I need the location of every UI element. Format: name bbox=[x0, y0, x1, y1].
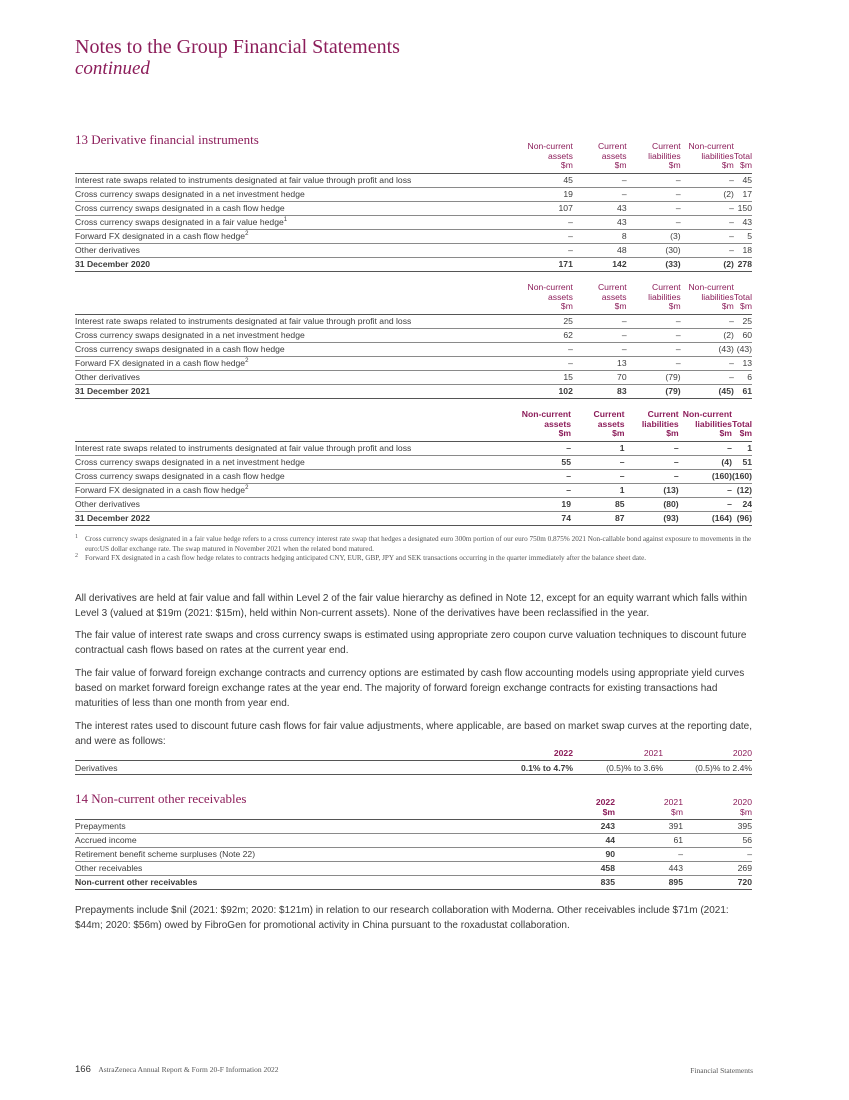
paragraph: Prepayments include $nil (2021: $92m; 2020: $121m) in relation to our research collaboration with Moderna. Other receivables include $71m (2021: $44m; 2020: $56m) owed by FibroGen for promotional activity in China pursuant to the roxadustat collaboration. bbox=[75, 905, 729, 931]
cell: (2) bbox=[681, 187, 734, 201]
col-header: 2020 bbox=[663, 748, 752, 761]
row-label: Cross currency swaps designated in a cash flow hedge bbox=[75, 469, 518, 483]
cell: 62 bbox=[519, 328, 573, 342]
col-header: Total $m bbox=[732, 410, 752, 441]
row-label: Forward FX designated in a cash flow hedge$^2$ bbox=[75, 229, 519, 243]
cell: 17 bbox=[734, 187, 752, 201]
cell: (43) bbox=[734, 342, 752, 356]
cell: 102 bbox=[519, 384, 573, 398]
row-label: Prepayments bbox=[75, 820, 555, 834]
cell: 61 bbox=[615, 834, 683, 848]
table-row bbox=[75, 862, 752, 876]
cell: 90 bbox=[555, 848, 615, 862]
table-row bbox=[75, 441, 752, 455]
cell: – bbox=[681, 229, 734, 243]
cell: (3) bbox=[627, 229, 681, 243]
table-row bbox=[75, 243, 752, 257]
cell: (4) bbox=[679, 455, 732, 469]
cell: (45) bbox=[681, 384, 734, 398]
footnotes bbox=[75, 535, 752, 564]
cell: (160) bbox=[732, 469, 752, 483]
table-row bbox=[75, 215, 752, 229]
table-row bbox=[75, 820, 752, 834]
col-header: Non-current liabilities $m bbox=[679, 410, 732, 441]
cell: 19 bbox=[518, 497, 571, 511]
table-row bbox=[75, 328, 752, 342]
col-header: Non-current assets $m bbox=[518, 410, 571, 441]
cell: 1 bbox=[571, 441, 625, 455]
cell: – bbox=[519, 229, 573, 243]
col-header: 2022 bbox=[475, 748, 573, 761]
row-label: Cross currency swaps designated in a net investment hedge bbox=[75, 328, 519, 342]
page-header bbox=[75, 36, 400, 80]
cell: – bbox=[627, 201, 681, 215]
col-header: Current liabilities $m bbox=[625, 410, 679, 441]
cell: 55 bbox=[518, 455, 571, 469]
cell: (12) bbox=[732, 483, 752, 497]
cell: 720 bbox=[683, 876, 752, 890]
cell: 25 bbox=[519, 314, 573, 328]
row-label: Cross currency swaps designated in a fair value hedge$^1$ bbox=[75, 215, 519, 229]
cell: 6 bbox=[734, 370, 752, 384]
cell: 70 bbox=[573, 370, 627, 384]
cell: – bbox=[627, 342, 681, 356]
table-row bbox=[75, 314, 752, 328]
cell: 1 bbox=[732, 441, 752, 455]
cell: (79) bbox=[627, 384, 681, 398]
cell: 13 bbox=[734, 356, 752, 370]
table-header-row bbox=[75, 410, 752, 441]
table-row bbox=[75, 834, 752, 848]
cell: 43 bbox=[573, 215, 627, 229]
cell: 45 bbox=[734, 173, 752, 187]
col-header: 2021 $m bbox=[615, 798, 683, 820]
cell: – bbox=[627, 314, 681, 328]
cell: 83 bbox=[573, 384, 627, 398]
cell: (0.5)% to 2.4% bbox=[663, 761, 752, 775]
cell: 150 bbox=[734, 201, 752, 215]
cell: 0.1% to 4.7% bbox=[475, 761, 573, 775]
cell: (13) bbox=[625, 483, 679, 497]
cell: 56 bbox=[683, 834, 752, 848]
row-label: Non-current other receivables bbox=[75, 876, 555, 890]
row-label: Derivatives bbox=[75, 761, 475, 775]
cell: – bbox=[519, 342, 573, 356]
cell: – bbox=[518, 469, 571, 483]
cell: – bbox=[627, 328, 681, 342]
col-header: Total $m bbox=[734, 142, 752, 173]
table-row bbox=[75, 356, 752, 370]
note-14-title: 14 Non-current other receivables bbox=[75, 791, 247, 806]
cell: – bbox=[681, 370, 734, 384]
cell: (2) bbox=[681, 257, 734, 271]
cell: – bbox=[681, 215, 734, 229]
row-label: 31 December 2020 bbox=[75, 257, 519, 271]
cell: – bbox=[679, 483, 732, 497]
cell: (2) bbox=[681, 328, 734, 342]
paragraph: The fair value of forward foreign exchange contracts and currency options are estimated by cash flow accounting models using appropriate yield curves based on market forward foreign exchange rates at the year end. The majority of forward foreign exchange contracts for existing transactions had maturities of less than one month from year end. bbox=[75, 668, 745, 709]
page-footer bbox=[75, 1064, 753, 1075]
cell: (96) bbox=[732, 511, 752, 525]
row-label: Forward FX designated in a cash flow hedge$^2$ bbox=[75, 356, 519, 370]
col-header: Non-current assets $m bbox=[519, 142, 573, 173]
interest-rates-table bbox=[75, 748, 752, 775]
cell: – bbox=[573, 314, 627, 328]
cell: 13 bbox=[573, 356, 627, 370]
cell: – bbox=[681, 243, 734, 257]
cell: (79) bbox=[627, 370, 681, 384]
cell: (33) bbox=[627, 257, 681, 271]
cell: – bbox=[683, 848, 752, 862]
row-label: Other derivatives bbox=[75, 370, 519, 384]
cell: – bbox=[627, 173, 681, 187]
paragraph: The interest rates used to discount future cash flows for fair value adjustments, where applicable, are based on market swap curves at the reporting date, and were as follows: bbox=[75, 721, 753, 747]
row-label: 31 December 2021 bbox=[75, 384, 519, 398]
paragraph: The fair value of interest rate swaps and cross currency swaps is estimated using appropriate zero coupon curve valuation techniques to discount future contractual cash flows based on rates at the current year end. bbox=[75, 630, 747, 656]
table-row bbox=[75, 370, 752, 384]
cell: (43) bbox=[681, 342, 734, 356]
cell: – bbox=[679, 441, 732, 455]
col-header: 2021 bbox=[573, 748, 663, 761]
cell: – bbox=[625, 455, 679, 469]
cell: 278 bbox=[734, 257, 752, 271]
row-label: Retirement benefit scheme surpluses (Note 22) bbox=[75, 848, 555, 862]
cell: – bbox=[627, 215, 681, 229]
cell: 15 bbox=[519, 370, 573, 384]
col-header: Non-current assets $m bbox=[519, 283, 573, 314]
cell: 61 bbox=[734, 384, 752, 398]
row-label: Interest rate swaps related to instruments designated at fair value through profit and loss bbox=[75, 441, 518, 455]
cell: – bbox=[518, 483, 571, 497]
table-row bbox=[75, 342, 752, 356]
row-label: Interest rate swaps related to instruments designated at fair value through profit and loss bbox=[75, 314, 519, 328]
cell: 243 bbox=[555, 820, 615, 834]
col-header: Current assets $m bbox=[571, 410, 625, 441]
table-row bbox=[75, 229, 752, 243]
cell: 48 bbox=[573, 243, 627, 257]
table-total-row bbox=[75, 511, 752, 525]
table-header-row bbox=[75, 748, 752, 761]
table-total-row bbox=[75, 876, 752, 890]
col-header: Non-current liabilities $m bbox=[681, 283, 734, 314]
row-label: Cross currency swaps designated in a net investment hedge bbox=[75, 187, 519, 201]
cell: – bbox=[627, 356, 681, 370]
cell: 45 bbox=[519, 173, 573, 187]
cell: 1 bbox=[571, 483, 625, 497]
col-header: Total $m bbox=[734, 283, 752, 314]
cell: 391 bbox=[615, 820, 683, 834]
cell: – bbox=[681, 173, 734, 187]
col-header: Current liabilities $m bbox=[627, 283, 681, 314]
cell: 43 bbox=[734, 215, 752, 229]
page-title: Notes to the Group Financial Statements bbox=[75, 36, 400, 58]
cell: – bbox=[627, 187, 681, 201]
cell: 87 bbox=[571, 511, 625, 525]
cell: 8 bbox=[573, 229, 627, 243]
footnote: 2 Forward FX designated in a cash flow hedge relates to contracts hedging anticipated CNY, EUR, GBP, JPY and SEK transactions occurring in the quarter immediately after the balance sheet date. bbox=[75, 553, 647, 562]
table-row bbox=[75, 761, 752, 775]
cell: 19 bbox=[519, 187, 573, 201]
table-row bbox=[75, 187, 752, 201]
cell: – bbox=[573, 187, 627, 201]
cell: – bbox=[615, 848, 683, 862]
cell: 5 bbox=[734, 229, 752, 243]
cell: 171 bbox=[519, 257, 573, 271]
derivatives-table-2021 bbox=[75, 283, 752, 399]
table-body bbox=[75, 820, 752, 890]
cell: 142 bbox=[573, 257, 627, 271]
page-subtitle: continued bbox=[75, 58, 150, 79]
cell: – bbox=[571, 455, 625, 469]
row-label: Other derivatives bbox=[75, 243, 519, 257]
cell: – bbox=[519, 243, 573, 257]
other-receivables-table bbox=[75, 798, 752, 890]
cell: – bbox=[625, 441, 679, 455]
note-13-title: 13 Derivative financial instruments bbox=[75, 132, 259, 147]
table-row bbox=[75, 469, 752, 483]
cell: – bbox=[571, 469, 625, 483]
table-total-row bbox=[75, 257, 752, 271]
cell: 25 bbox=[734, 314, 752, 328]
row-label: Accrued income bbox=[75, 834, 555, 848]
table-row bbox=[75, 497, 752, 511]
table-row bbox=[75, 848, 752, 862]
table-header-row bbox=[75, 798, 752, 820]
footnote: 1 Cross currency swaps designated in a fair value hedge refers to a cross currency interest rate swap that hedges a designated euro 300m portion of our euro 750m 0.875% 2021 Non-callable bond against exposure to movements in the euro:US dollar exchange rate. The swap matured in November 2021 when the related bond matured. bbox=[75, 534, 752, 553]
cell: – bbox=[679, 497, 732, 511]
cell: (0.5)% to 3.6% bbox=[573, 761, 663, 775]
table-body bbox=[75, 314, 752, 398]
derivatives-table-2020 bbox=[75, 142, 752, 272]
row-label: Cross currency swaps designated in a net investment hedge bbox=[75, 455, 518, 469]
table-body bbox=[75, 441, 752, 525]
cell: (30) bbox=[627, 243, 681, 257]
row-label: Other receivables bbox=[75, 862, 555, 876]
table-header-row bbox=[75, 142, 752, 173]
cell: 85 bbox=[571, 497, 625, 511]
cell: (93) bbox=[625, 511, 679, 525]
table-header-row bbox=[75, 283, 752, 314]
row-label: Other derivatives bbox=[75, 497, 518, 511]
cell: 60 bbox=[734, 328, 752, 342]
col-header: Current liabilities $m bbox=[627, 142, 681, 173]
cell: – bbox=[519, 356, 573, 370]
cell: 74 bbox=[518, 511, 571, 525]
paragraph: All derivatives are held at fair value and fall within Level 2 of the fair value hierarchy as defined in Note 12, except for an equity warrant which falls within Level 3 (valued at $19m (2021: $15m), held within Non-current assets). None of the derivatives have been reclassified in the year. bbox=[75, 593, 748, 619]
cell: 44 bbox=[555, 834, 615, 848]
cell: 458 bbox=[555, 862, 615, 876]
cell: 835 bbox=[555, 876, 615, 890]
cell: (160) bbox=[679, 469, 732, 483]
cell: 269 bbox=[683, 862, 752, 876]
col-header: 2022 $m bbox=[555, 798, 615, 820]
table-row bbox=[75, 455, 752, 469]
cell: 395 bbox=[683, 820, 752, 834]
cell: 24 bbox=[732, 497, 752, 511]
table-row bbox=[75, 201, 752, 215]
cell: – bbox=[573, 173, 627, 187]
report-name: AstraZeneca Annual Report & Form 20-F Information 2022 bbox=[98, 1065, 279, 1074]
page-number: 166 bbox=[75, 1064, 91, 1075]
table-total-row bbox=[75, 384, 752, 398]
derivatives-table-2022 bbox=[75, 410, 752, 526]
cell: – bbox=[625, 469, 679, 483]
col-header: Current assets $m bbox=[573, 283, 627, 314]
cell: 43 bbox=[573, 201, 627, 215]
cell: – bbox=[573, 328, 627, 342]
col-header: 2020 $m bbox=[683, 798, 752, 820]
cell: 51 bbox=[732, 455, 752, 469]
cell: (164) bbox=[679, 511, 732, 525]
cell: 107 bbox=[519, 201, 573, 215]
cell: (80) bbox=[625, 497, 679, 511]
footer-section: Financial Statements bbox=[690, 1066, 753, 1075]
table-row bbox=[75, 483, 752, 497]
row-label: 31 December 2022 bbox=[75, 511, 518, 525]
cell: 443 bbox=[615, 862, 683, 876]
row-label: Cross currency swaps designated in a cash flow hedge bbox=[75, 201, 519, 215]
cell: – bbox=[681, 201, 734, 215]
cell: 895 bbox=[615, 876, 683, 890]
table-body bbox=[75, 173, 752, 271]
cell: 18 bbox=[734, 243, 752, 257]
cell: – bbox=[681, 314, 734, 328]
row-label: Interest rate swaps related to instruments designated at fair value through profit and loss bbox=[75, 173, 519, 187]
cell: – bbox=[573, 342, 627, 356]
row-label: Forward FX designated in a cash flow hedge$^2$ bbox=[75, 483, 518, 497]
cell: – bbox=[681, 356, 734, 370]
row-label: Cross currency swaps designated in a cash flow hedge bbox=[75, 342, 519, 356]
col-header: Non-current liabilities $m bbox=[681, 142, 734, 173]
table-row bbox=[75, 173, 752, 187]
cell: – bbox=[519, 215, 573, 229]
cell: – bbox=[518, 441, 571, 455]
col-header: Current assets $m bbox=[573, 142, 627, 173]
